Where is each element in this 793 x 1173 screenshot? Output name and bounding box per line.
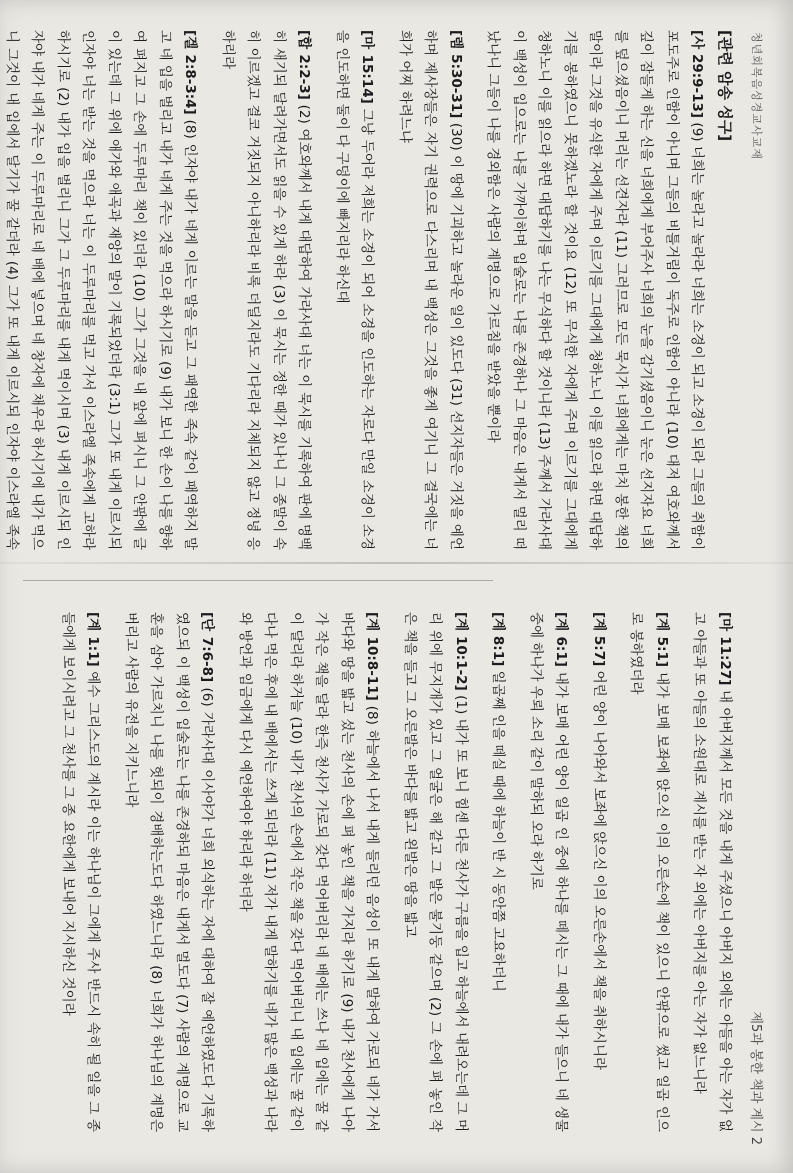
verse-paragraph — [397, 612, 474, 1132]
verse-reference: [계 5:7] — [591, 612, 607, 667]
verse-text: (1) 내가 또 보니 힘센 다른 천사가 구름을 입고 하늘에서 내려오는데 그 머리 위에 무지개가 있고 그 얼굴은 해 같고 그 발은 불기둥 같으며 (2) 그 손에 펴 놓인 작은 책을 들고 그 오른발은 바다를 밟고 왼발은 땅을 밟고 — [402, 612, 469, 1132]
verse-text: (9) 너희는 놀라고 놀라라 너희는 소경이 되고 소경이 되라 그들의 취함이 포도주로 인함이 아니며 그들의 비틀거림이 독주로 인함이 아니라 (10) 대저 여호와께서 깊이 잠들게 하는 신을 너희에게 부어주사 너희의 눈을 감기셨음이니 눈은 선지자요 너희를 덮으셨음이니 머리는 선견자라 (11) 그러므로 모든 묵시가 너희에게는 마치 봉한 책의 말이라 그것을 유식한 자에게 주며 이르기를 그대에게 청하노니 이를 읽으라 하면 대답하기를 봉하였으니 못하겠노라 할 것이요 (12) 또 무식한 자에게 주며 이르기를 그대에게 청하노니 이를 읽으라 하면 대답하기를 나는 무식하다 할 것이니라 (13) 주께서 가라사대 이 백성이 입으로는 나를 가까이하며 입술로는 나를 존경하나 그 마음은 내게서 멀리 떠났나니 그들이 나를 경외함은 사람의 계명으로 가르침을 받았을 뿐이라 — [485, 30, 706, 550]
verse-text: (6) 가라사대 이사야가 너희 외식하는 자에 대하여 잘 예언하였도다 기록하였으되 이 백성이 입술로는 나를 존경하되 마음은 내게서 멀도다 (7) 사람의 계명으로 교훈을 삼아 가르치니 나를 헛되이 경배하는도다 하였느니라 (8) 너희가 하나님의 계명은 버리고 사람의 유전을 지키느니라 — [123, 612, 216, 1132]
verse-paragraph — [392, 30, 469, 550]
verse-text: 내가 보매 보좌에 앉으신 이의 오른손에 책이 있으니 안팎으로 썼고 일곱 인으로 봉하였더라 — [628, 612, 670, 1132]
verse-text: (8) 인자야 내가 네게 이르는 말을 듣고 그 패역한 족속 같이 패역하지 말고 네 입을 벌리고 내가 네게 주는 것을 먹으라 하시기로 (9) 내가 보니 한 손이 나를 향하여 펴지고 그 손에 두루마리 책이 있더라 (10) 그가 그것을 내 앞에 펴시니 그 안팎에 글이 있는데 그 위에 애가와 애곡과 재앙의 말이 기록되었더라 (3:1) 그가 또 내게 이르시되 인자야 너는 받는 것을 먹으라 너는 이 두루마리를 먹고 가서 이스라엘 족속에게 고하라 하시기로 (2) 내가 입을 벌리니 그가 그 두루마리를 내게 먹이시며 (3) 내게 이르시되 인자야 내가 네게 주는 이 두루마리로 네 배에 넣으며 네 창자에 채우라 하시기에 내가 먹으니 그것이 내 입에서 달기가 꿀 같더라 (4) 그가 또 내게 이르시되 인자야 이스라엘 족속 — [4, 30, 199, 551]
page-header-left: 청년회복음성경교사교재 — [750, 32, 763, 160]
verse-text: 그냥 두어라 저희는 소경이 되어 소경을 인도하는 자로다 만일 소경이 소경을 인도하면 둘이 다 구덩이에 빠지리라 하신대 — [334, 30, 376, 550]
verse-paragraph — [232, 612, 385, 1132]
verse-text: 예수 그리스도의 계시라 이는 하나님이 그에게 주사 반드시 속히 될 일을 그 종들에게 보이시려고 그 천사를 그 종 요한에게 보내어 지시하신 것이라 — [60, 612, 102, 1132]
verse-reference: [계 10:1-2] — [453, 612, 469, 691]
verse-reference: [계 8:1] — [490, 612, 507, 667]
verse-text: 일곱째 인을 떼실 때에 하늘이 반 시 동안쯤 고요하더니 — [490, 666, 507, 992]
verse-text: 내가 보매 어린 양이 일곱 인 중에 하나를 떼시는 그 때에 내가 들으니 네 생물 중에 하나가 우뢰 소리 같이 말하되 오라 하기로 — [528, 612, 570, 1132]
verse-reference: [마 15:14] — [359, 30, 376, 104]
paper-fold-shadow — [0, 562, 793, 564]
verse-text: 어린 양이 나아와서 보좌에 앉으신 이의 오른손에서 책을 취하시니라 — [591, 666, 607, 1071]
verse-paragraph — [623, 612, 674, 1132]
left-column — [0, 30, 737, 550]
verse-reference: [계 6:1] — [553, 612, 570, 667]
verse-paragraph — [118, 612, 220, 1132]
verse-paragraph — [586, 612, 612, 1132]
verse-reference: [계 10:8-11] — [364, 612, 381, 701]
verse-reference: [렘 5:30-31] — [448, 30, 464, 119]
verse-text: (30) 이 땅에 기괴하고 놀라운 일이 있도다 (31) 선지자들은 거짓을 예언하며 제사장들은 자기 권력으로 다스리며 내 백성은 그것을 좋게 여기니 그 결국에는 너희가 어찌 하려느냐 — [397, 30, 464, 550]
verse-reference: [겔 2:8-3:4] — [182, 30, 199, 115]
verse-text: 내 아버지께서 모든 것을 내게 주셨으니 아버지 외에는 아들을 아는 자가 없고 아들과 또 아들의 소원대로 계시를 받는 자 외에는 아버지를 아는 자가 없느니라 — [691, 612, 733, 1132]
verse-text: (8) 하늘에서 나서 내게 들리던 음성이 또 내게 말하여 가로되 네가 가서 바다와 땅을 밟고 섰는 천사의 손에 펴 놓인 책을 가지라 하기로 (9) 내가 천사에게 나아가 작은 책을 달라 한즉 천사가 가로되 갖다 먹어버리라 네 배에는 쓰나 네 입에는 꿀 같이 달리라 하거늘 (10) 내가 천사의 손에서 작은 책을 갖다 먹어버리니 내 입에는 꿀 같이 다나 먹은 후에 내 배에서는 쓰게 되더라 (11) 저가 내게 말하기를 네가 많은 백성과 나라와 방언과 임금에게 다시 예언하여야 하리라 하더라 — [237, 612, 381, 1132]
right-column — [43, 612, 738, 1132]
verse-reference: [마 11:27] — [717, 612, 733, 686]
verse-text: (2) 여호와께서 내게 대답하여 가라사대 너는 이 묵시를 기록하여 판에 명백히 새기되 달려가면서도 읽을 수 있게 하라 (3) 이 묵시는 정한 때가 있나니 그 종말이 속히 이르겠고 결코 거짓되지 아니하리라 비록 더딜지라도 기다리라 지체되지 않고 정녕 응하리라 — [220, 30, 313, 550]
verse-paragraph — [329, 30, 380, 550]
page-header-right: 제5과 봉한 책과 계시 2 — [748, 1011, 763, 1145]
verse-paragraph — [686, 612, 737, 1132]
verse-paragraph — [523, 612, 574, 1132]
section-title: [관련 암송 성구] — [716, 30, 734, 142]
verse-reference: [합 2:2-3] — [296, 30, 313, 100]
verse-paragraph — [215, 30, 317, 550]
column-divider — [23, 580, 493, 581]
verse-paragraph — [0, 30, 203, 550]
verse-reference: [계 5:1] — [654, 612, 670, 668]
verse-paragraph — [55, 612, 106, 1132]
verse-paragraph — [480, 30, 710, 550]
verse-reference: [단 7:6-8] — [199, 612, 216, 683]
verse-reference: [계 1:1] — [85, 612, 102, 667]
verse-paragraph — [485, 612, 511, 1132]
verse-reference: [사 29:9-13] — [689, 30, 706, 119]
